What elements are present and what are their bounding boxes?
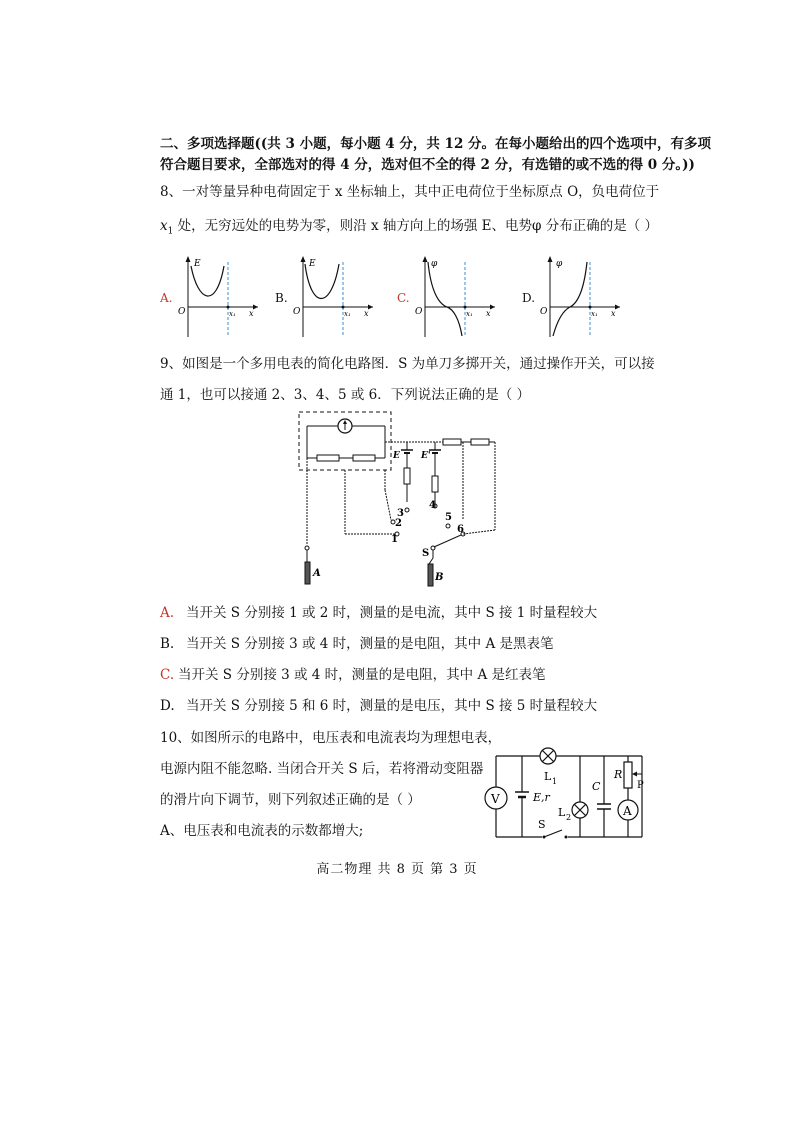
section-desc-1: ((共 3 小题，每小题 4 分，共 12 分。在每小题给出的四个选项中，有多项 xyxy=(254,136,712,152)
q10-capacitor-label: C xyxy=(592,780,601,793)
graph-d xyxy=(522,256,620,337)
graph-d-x: x xyxy=(611,309,616,318)
q9-option-a xyxy=(160,603,597,623)
q10-line2: 电源内阻不能忽略. 当闭合开关 S 后，若将滑动变阻器 xyxy=(160,761,484,777)
graph-c-letter: C. xyxy=(397,291,410,305)
graph-a xyxy=(159,256,258,337)
q9-option-c-text: 当开关 S 分别接 3 或 4 时，测量的是电阻，其中 A 是红表笔 xyxy=(178,667,546,683)
q9-E-label: E xyxy=(393,451,400,461)
graph-c-origin: O xyxy=(415,307,423,317)
graph-c xyxy=(397,256,495,337)
section-header-line1 xyxy=(160,134,711,154)
q9-option-d-letter: D. xyxy=(160,698,175,714)
q10-L2-label: L xyxy=(558,806,566,819)
q10-battery-label: E,r xyxy=(533,791,550,804)
q9-option-a-text: 当开关 S 分别接 1 或 2 时，测量的是电流，其中 S 接 1 时量程较大 xyxy=(186,605,598,621)
graph-d-letter: D. xyxy=(522,291,536,305)
q9-probe-B: B xyxy=(435,572,444,583)
q10-resistor-label: R xyxy=(614,768,623,781)
graph-c-x1: x₁ xyxy=(466,310,473,318)
q9-multimeter-figure xyxy=(295,410,505,590)
q8-graphs xyxy=(158,252,638,342)
q10-ammeter-label: A xyxy=(623,804,632,818)
section-title: 二、多项选择题 xyxy=(160,136,255,152)
q9-switch-S: S xyxy=(422,548,430,559)
q9-option-d xyxy=(160,696,597,716)
graph-a-x: x xyxy=(249,309,254,318)
q9-terminal-5: 5 xyxy=(445,512,452,523)
graph-b xyxy=(275,256,373,337)
graph-d-origin: O xyxy=(540,307,548,317)
q10-option-a: A、电压表和电流表的示数都增大; xyxy=(160,823,364,839)
graph-a-x1: x₁ xyxy=(229,310,236,318)
graph-a-letter: A. xyxy=(160,291,173,305)
q9-option-d-text: 当开关 S 分别接 5 和 6 时，测量的是电压，其中 S 接 5 时量程较大 xyxy=(186,698,598,714)
q9-terminal-6: 6 xyxy=(457,524,464,535)
q9-terminal-2: 2 xyxy=(395,518,402,529)
graph-c-ylabel: φ xyxy=(431,259,438,269)
q9-line2: 通 1，也可以接通 2、3、4、5 或 6．下列说法正确的是（ ） xyxy=(160,387,530,403)
graph-c-x: x xyxy=(486,309,491,318)
graph-d-ylabel: φ xyxy=(556,259,563,269)
q9-option-c-letter: C. xyxy=(160,667,175,683)
q8-line1: 8、一对等量异种电荷固定于 x 坐标轴上，其中正电荷位于坐标原点 O，负电荷位于 xyxy=(160,184,660,200)
graph-b-x1: x₁ xyxy=(344,310,351,318)
q9-option-b xyxy=(160,634,554,654)
page-footer: 高二物理 共 8 页 第 3 页 xyxy=(316,862,478,877)
q9-option-b-text: 当开关 S 分别接 3 或 4 时，测量的是电阻，其中 A 是黑表笔 xyxy=(186,636,554,652)
q10-L1-label: L xyxy=(544,770,552,783)
q9-terminal-3: 3 xyxy=(397,508,404,519)
q10-slider-label: P xyxy=(637,780,644,791)
q9-E2-label: E' xyxy=(421,451,431,461)
q8-line2-text: 处，无穷远处的电势为零，则沿 x 轴方向上的场强 E、电势φ 分布正确的是（ ） xyxy=(173,218,659,234)
q10-voltmeter-label: V xyxy=(491,792,500,806)
graph-b-x: x xyxy=(364,309,369,318)
section-header-line2: 符合题目要求，全部选对的得 4 分，选对但不全的得 2 分，有选错的或不选的得 0 分。)) xyxy=(160,157,695,173)
graph-d-x1: x₁ xyxy=(591,310,598,318)
q9-probe-A: A xyxy=(313,568,321,579)
q10-circuit-figure xyxy=(480,744,650,844)
q10-line3: 的滑片向下调节，则下列叙述正确的是（ ） xyxy=(160,792,421,808)
graph-b-letter: B. xyxy=(275,291,288,305)
q10-L1-sub: 1 xyxy=(552,777,558,786)
q8-line2 xyxy=(160,216,658,242)
graph-b-origin: O xyxy=(293,307,301,317)
q9-line1: 9、如图是一个多用电表的简化电路图．S 为单刀多掷开关，通过操作开关，可以接 xyxy=(160,356,655,372)
q10-line1: 10、如图所示的电路中，电压表和电流表均为理想电表， xyxy=(160,730,502,746)
q9-option-c xyxy=(160,665,546,685)
graph-a-ylabel: E xyxy=(194,259,201,269)
q8-x1-symbol: x xyxy=(160,218,168,234)
q9-option-b-letter: B. xyxy=(160,636,175,652)
q10-switch-label: S xyxy=(538,818,546,831)
q9-option-a-letter: A. xyxy=(160,605,175,621)
graph-a-origin: O xyxy=(178,307,186,317)
q9-terminal-1: 1 xyxy=(391,534,398,545)
q9-terminal-4: 4 xyxy=(429,500,436,511)
q8-x1-sub: 1 xyxy=(167,226,174,237)
graph-b-ylabel: E xyxy=(309,259,316,269)
q10-L2-sub: 2 xyxy=(566,813,572,822)
